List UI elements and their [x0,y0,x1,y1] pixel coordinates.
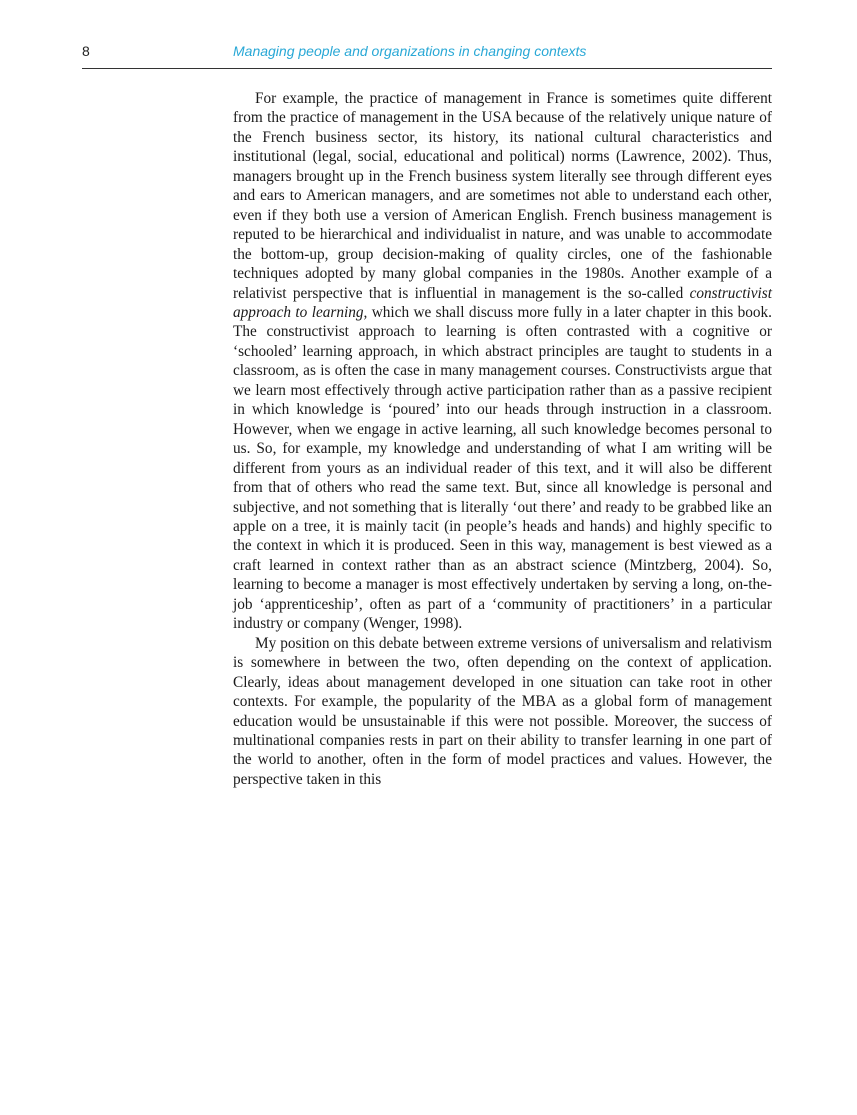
page-number: 8 [82,43,90,59]
running-head: Managing people and organizations in changing contexts [233,43,587,59]
page-header [82,40,772,69]
paragraph-1-emphasis: constructivist approach to learning, [233,284,772,321]
paragraph-1-text-after: which we shall discuss more fully in a later chapter in this book. The constructivist approach to learning is often contrasted with a cognitive or ‘schooled’ learning approach, in which abstract principles are taught to students in a classroom, as is often the case in many management courses. Constructivists argue that we learn most effectively through active participation rather than as a passive recipient in which knowledge is ‘poured’ into our heads through instruction in a classroom. However, when we engage in active learning, all such knowledge becomes personal to us. So, for example, my knowledge and understanding of what I am writing will be different from yours as an individual reader of this text, and it will also be different from that of others who read the same text. But, since all knowledge is personal and subjective, and not something that is literally ‘out there’ and ready to be grabbed like an apple on a tree, it is mainly tacit (in people’s heads and hands) and highly specific to the context in which it is produced. Seen in this way, management is best viewed as a craft learned in context rather than as an abstract science (Mintzberg, 2004). So, learning to become a manager is most effectively undertaken by serving a long, on-the-job ‘apprenticeship’, often as part of a ‘community of practitioners’ in a particular industry or company (Wenger, 1998). [233,303,772,633]
paragraph-1 [233,89,772,634]
paragraph-1-text-before: For example, the practice of management in France is sometimes quite different from the practice of management in the USA because of the relatively unique nature of the French business sector, its history, its national cultural characteristics and institutional (legal, social, educational and political) norms (Lawrence, 2002). Thus, managers brought up in the French business system literally see through different eyes and ears to American managers, and are sometimes not able to understand each other, even if they both use a version of American English. French business management is reputed to be hierarchical and individualist in nature, and was unable to accommodate the bottom-up, group decision-making of quality circles, one of the fashionable techniques adopted by many global companies in the 1980s. Another example of a relativist perspective that is influential in management is the so-called [233,90,772,302]
paragraph-2: My position on this debate between extreme versions of universalism and relativism is somewhere in between the two, often depending on the context of application. Clearly, ideas about management developed in one situation can take root in other contexts. For example, the popularity of the MBA as a global form of management education would be unsustainable if this were not possible. Moreover, the success of multinational companies rests in part on their ability to transfer learning in one part of the world to another, often in the form of model practices and values. However, the perspective taken in this [233,634,772,788]
body-text [233,89,772,789]
